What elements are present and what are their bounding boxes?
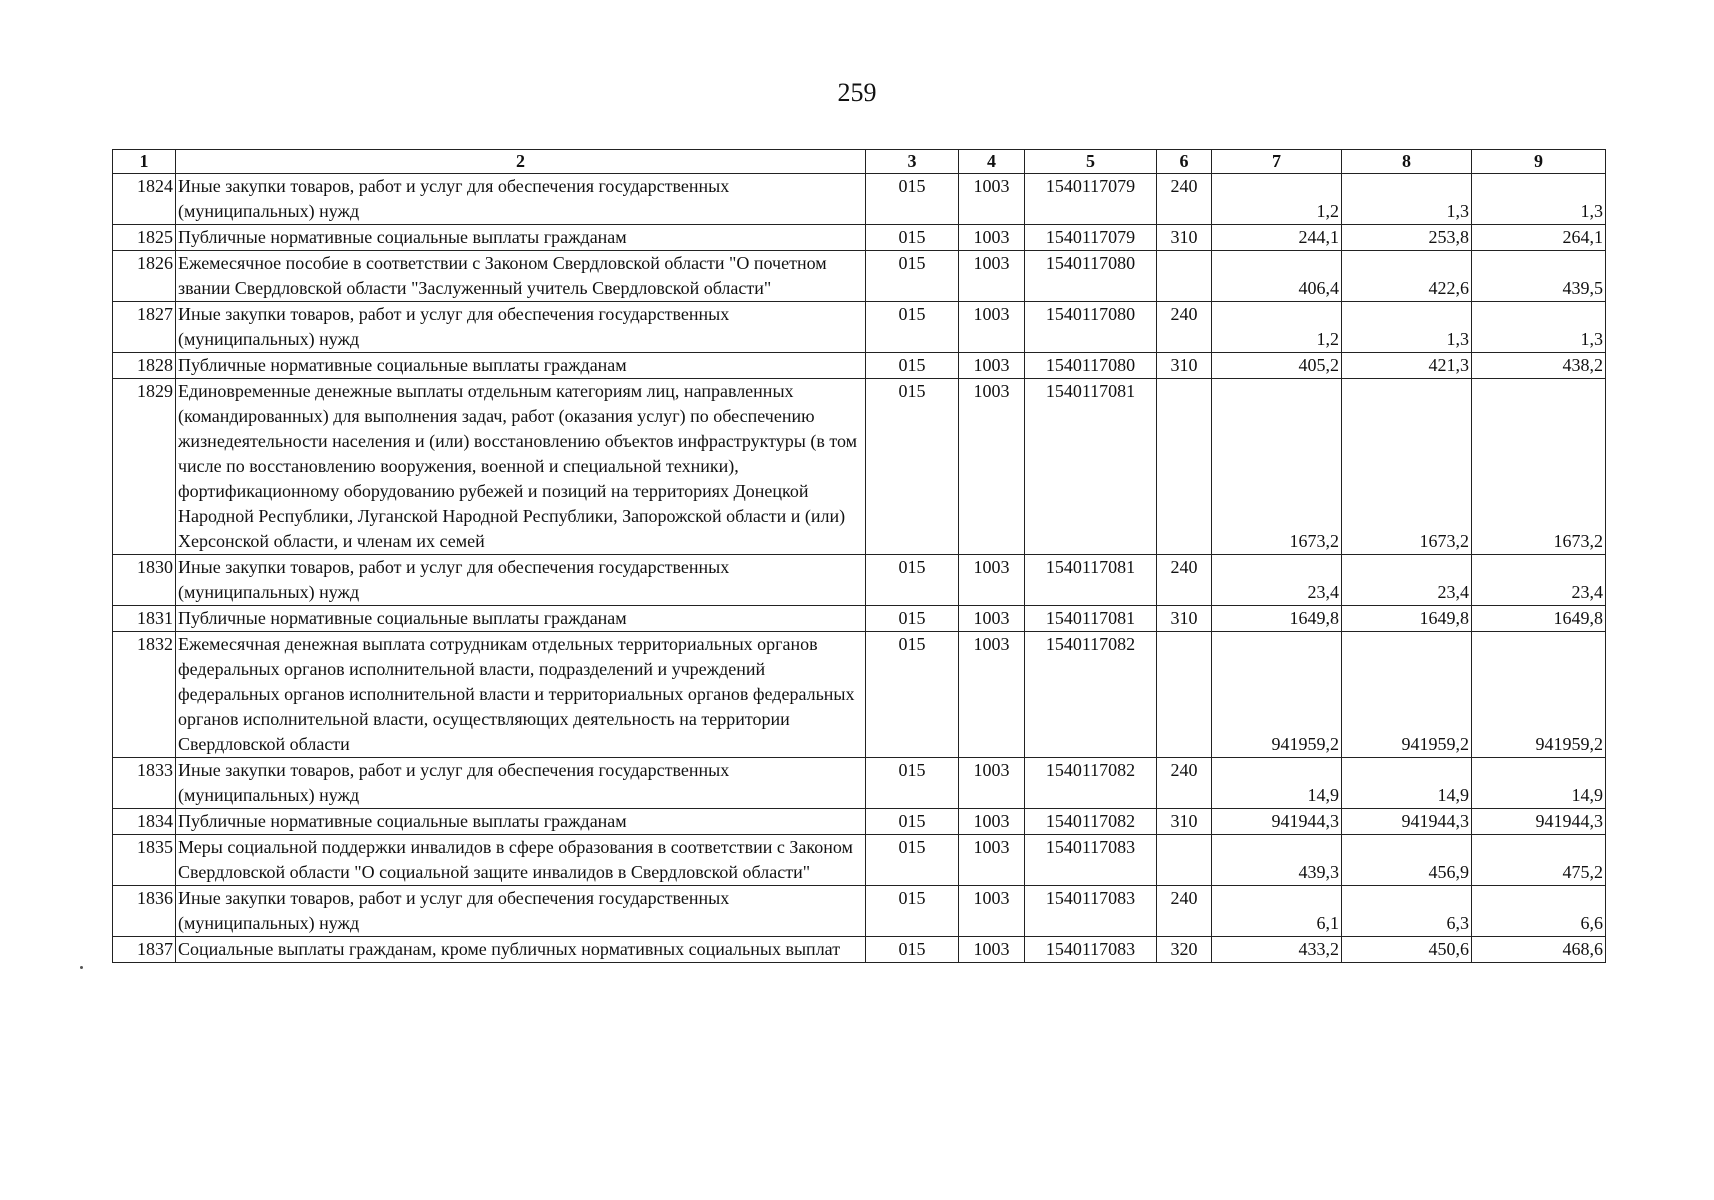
- row-code-5: 1540117080: [1025, 353, 1157, 379]
- row-value-9: 438,2: [1472, 353, 1606, 379]
- row-code-3: 015: [866, 886, 959, 937]
- row-value-9: 439,5: [1472, 251, 1606, 302]
- row-code-5: 1540117080: [1025, 251, 1157, 302]
- row-code-4: 1003: [959, 809, 1025, 835]
- row-code-4: 1003: [959, 251, 1025, 302]
- row-value-8: 456,9: [1342, 835, 1472, 886]
- row-value-9: 6,6: [1472, 886, 1606, 937]
- header-col-2: 2: [176, 150, 866, 174]
- row-code-4: 1003: [959, 225, 1025, 251]
- row-code-5: 1540117081: [1025, 555, 1157, 606]
- row-value-8: 14,9: [1342, 758, 1472, 809]
- row-value-8: 6,3: [1342, 886, 1472, 937]
- row-code-5: 1540117082: [1025, 758, 1157, 809]
- row-code-6: 240: [1157, 174, 1212, 225]
- row-code-6: 240: [1157, 555, 1212, 606]
- row-value-7: 405,2: [1212, 353, 1342, 379]
- budget-table: [112, 149, 1606, 963]
- row-code-3: 015: [866, 302, 959, 353]
- row-value-7: 23,4: [1212, 555, 1342, 606]
- page-number: 259: [837, 78, 877, 107]
- row-number: 1824: [113, 174, 176, 225]
- scan-artifact-dot: [80, 966, 83, 969]
- row-code-6: [1157, 835, 1212, 886]
- row-code-6: [1157, 251, 1212, 302]
- header-col-3: 3: [866, 150, 959, 174]
- row-value-7: 941959,2: [1212, 632, 1342, 758]
- row-value-9: 1,3: [1472, 174, 1606, 225]
- row-code-5: 1540117081: [1025, 606, 1157, 632]
- row-code-5: 1540117079: [1025, 174, 1157, 225]
- row-value-7: 1,2: [1212, 174, 1342, 225]
- row-name: Публичные нормативные социальные выплаты гражданам: [176, 225, 866, 251]
- row-code-6: 240: [1157, 758, 1212, 809]
- row-code-4: 1003: [959, 379, 1025, 555]
- row-code-4: 1003: [959, 555, 1025, 606]
- row-value-9: 264,1: [1472, 225, 1606, 251]
- table-row: [113, 302, 1606, 353]
- row-value-7: 1649,8: [1212, 606, 1342, 632]
- row-value-9: 1673,2: [1472, 379, 1606, 555]
- row-code-5: 1540117080: [1025, 302, 1157, 353]
- row-code-5: 1540117082: [1025, 809, 1157, 835]
- table-row: [113, 632, 1606, 758]
- row-value-8: 1649,8: [1342, 606, 1472, 632]
- row-code-3: 015: [866, 555, 959, 606]
- row-value-7: 1,2: [1212, 302, 1342, 353]
- table-row: [113, 606, 1606, 632]
- row-value-7: 14,9: [1212, 758, 1342, 809]
- row-number: 1828: [113, 353, 176, 379]
- table-row: [113, 251, 1606, 302]
- row-value-7: 439,3: [1212, 835, 1342, 886]
- header-row: [113, 150, 1606, 174]
- row-value-7: 433,2: [1212, 937, 1342, 963]
- row-code-3: 015: [866, 379, 959, 555]
- row-code-4: 1003: [959, 835, 1025, 886]
- header-col-8: 8: [1342, 150, 1472, 174]
- table-row: [113, 758, 1606, 809]
- row-number: 1837: [113, 937, 176, 963]
- row-number: 1835: [113, 835, 176, 886]
- row-code-4: 1003: [959, 632, 1025, 758]
- row-code-3: 015: [866, 606, 959, 632]
- row-value-7: 1673,2: [1212, 379, 1342, 555]
- row-value-8: 23,4: [1342, 555, 1472, 606]
- header-col-9: 9: [1472, 150, 1606, 174]
- table-row: [113, 555, 1606, 606]
- header-col-4: 4: [959, 150, 1025, 174]
- row-code-4: 1003: [959, 174, 1025, 225]
- row-value-9: 941959,2: [1472, 632, 1606, 758]
- row-code-4: 1003: [959, 937, 1025, 963]
- row-value-8: 1,3: [1342, 302, 1472, 353]
- row-code-5: 1540117081: [1025, 379, 1157, 555]
- row-number: 1829: [113, 379, 176, 555]
- row-code-6: 240: [1157, 886, 1212, 937]
- row-code-6: [1157, 379, 1212, 555]
- row-number: 1832: [113, 632, 176, 758]
- header-col-5: 5: [1025, 150, 1157, 174]
- row-code-3: 015: [866, 937, 959, 963]
- row-number: 1825: [113, 225, 176, 251]
- row-code-4: 1003: [959, 758, 1025, 809]
- row-code-3: 015: [866, 632, 959, 758]
- row-value-8: 941944,3: [1342, 809, 1472, 835]
- row-name: Иные закупки товаров, работ и услуг для обеспечения государственных (муниципальных) нужд: [176, 758, 866, 809]
- row-name: Публичные нормативные социальные выплаты гражданам: [176, 809, 866, 835]
- row-code-6: [1157, 632, 1212, 758]
- row-number: 1831: [113, 606, 176, 632]
- row-value-8: 941959,2: [1342, 632, 1472, 758]
- row-number: 1826: [113, 251, 176, 302]
- row-value-9: 468,6: [1472, 937, 1606, 963]
- table-row: [113, 937, 1606, 963]
- row-name: Меры социальной поддержки инвалидов в сфере образования в соответствии с Законом Свердловской области "О социальной защите инвалидов в Свердловской области": [176, 835, 866, 886]
- row-number: 1827: [113, 302, 176, 353]
- row-value-7: 6,1: [1212, 886, 1342, 937]
- row-code-4: 1003: [959, 886, 1025, 937]
- row-code-6: 240: [1157, 302, 1212, 353]
- row-name: Иные закупки товаров, работ и услуг для обеспечения государственных (муниципальных) нужд: [176, 174, 866, 225]
- table-row: [113, 353, 1606, 379]
- table-row: [113, 225, 1606, 251]
- header-col-7: 7: [1212, 150, 1342, 174]
- row-value-7: 406,4: [1212, 251, 1342, 302]
- row-value-8: 253,8: [1342, 225, 1472, 251]
- header-col-6: 6: [1157, 150, 1212, 174]
- row-name: Социальные выплаты гражданам, кроме публичных нормативных социальных выплат: [176, 937, 866, 963]
- row-code-6: 310: [1157, 606, 1212, 632]
- row-code-6: 320: [1157, 937, 1212, 963]
- row-number: 1834: [113, 809, 176, 835]
- row-number: 1833: [113, 758, 176, 809]
- row-value-8: 1673,2: [1342, 379, 1472, 555]
- row-code-5: 1540117083: [1025, 835, 1157, 886]
- row-value-8: 450,6: [1342, 937, 1472, 963]
- table-row: [113, 835, 1606, 886]
- row-value-9: 1,3: [1472, 302, 1606, 353]
- row-value-9: 23,4: [1472, 555, 1606, 606]
- row-value-9: 14,9: [1472, 758, 1606, 809]
- row-name: Публичные нормативные социальные выплаты гражданам: [176, 606, 866, 632]
- row-value-8: 421,3: [1342, 353, 1472, 379]
- row-name: Публичные нормативные социальные выплаты гражданам: [176, 353, 866, 379]
- row-value-7: 244,1: [1212, 225, 1342, 251]
- row-code-6: 310: [1157, 225, 1212, 251]
- row-code-4: 1003: [959, 302, 1025, 353]
- row-value-7: 941944,3: [1212, 809, 1342, 835]
- row-code-4: 1003: [959, 606, 1025, 632]
- row-code-3: 015: [866, 251, 959, 302]
- row-value-9: 941944,3: [1472, 809, 1606, 835]
- row-name: Иные закупки товаров, работ и услуг для обеспечения государственных (муниципальных) нужд: [176, 302, 866, 353]
- table-row: [113, 174, 1606, 225]
- row-name: Единовременные денежные выплаты отдельным категориям лиц, направленных (командированных) для выполнения задач, работ (оказания услуг) по обеспечению жизнедеятельности населения и (или) восстановлению объектов инфраструктуры (в том числе по восстановлению вооружения, военной и специальной техники), фортификационному оборудованию рубежей и позиций на территориях Донецкой Народной Республики, Луганской Народной Республики, Запорожской области и (или) Херсонской области, и членам их семей: [176, 379, 866, 555]
- row-code-3: 015: [866, 353, 959, 379]
- row-code-3: 015: [866, 758, 959, 809]
- table-row: [113, 809, 1606, 835]
- row-code-3: 015: [866, 174, 959, 225]
- row-name: Ежемесячная денежная выплата сотрудникам отдельных территориальных органов федеральных органов исполнительной власти, подразделений и учреждений федеральных органов исполнительной власти и территориальных органов федеральных органов исполнительной власти, осуществляющих деятельность на территории Свердловской области: [176, 632, 866, 758]
- table-row: [113, 886, 1606, 937]
- row-code-5: 1540117083: [1025, 886, 1157, 937]
- row-code-3: 015: [866, 809, 959, 835]
- row-number: 1830: [113, 555, 176, 606]
- row-number: 1836: [113, 886, 176, 937]
- row-value-9: 475,2: [1472, 835, 1606, 886]
- row-code-4: 1003: [959, 353, 1025, 379]
- row-name: Ежемесячное пособие в соответствии с Законом Свердловской области "О почетном звании Свердловской области "Заслуженный учитель Свердловской области": [176, 251, 866, 302]
- row-value-8: 1,3: [1342, 174, 1472, 225]
- row-name: Иные закупки товаров, работ и услуг для обеспечения государственных (муниципальных) нужд: [176, 555, 866, 606]
- row-code-6: 310: [1157, 353, 1212, 379]
- row-value-8: 422,6: [1342, 251, 1472, 302]
- row-value-9: 1649,8: [1472, 606, 1606, 632]
- row-code-3: 015: [866, 835, 959, 886]
- table-body: [113, 174, 1606, 963]
- header-col-1: 1: [113, 150, 176, 174]
- row-name: Иные закупки товаров, работ и услуг для обеспечения государственных (муниципальных) нужд: [176, 886, 866, 937]
- table-row: [113, 379, 1606, 555]
- row-code-5: 1540117079: [1025, 225, 1157, 251]
- row-code-5: 1540117083: [1025, 937, 1157, 963]
- row-code-6: 310: [1157, 809, 1212, 835]
- row-code-3: 015: [866, 225, 959, 251]
- row-code-5: 1540117082: [1025, 632, 1157, 758]
